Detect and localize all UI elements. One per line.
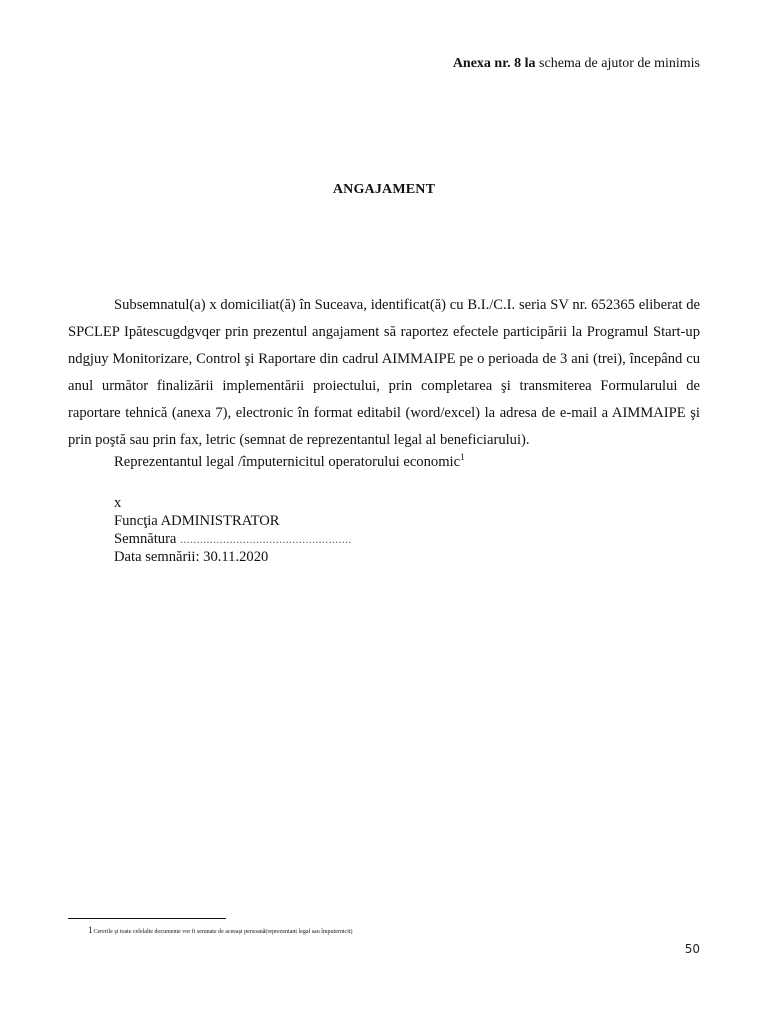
page-number: 50 (684, 942, 700, 956)
footnote-number: 1 (88, 925, 93, 935)
signature-dots: .................................................... (180, 532, 352, 546)
signatory-function: Funcţia ADMINISTRATOR (114, 513, 280, 529)
representative-label: Reprezentantul legal /împuternicitul operatorului economic (114, 454, 461, 470)
annex-description: schema de ajutor de minimis (539, 56, 700, 71)
annex-header (453, 56, 700, 72)
signing-date-value: 30.11.2020 (203, 549, 269, 565)
footnote-separator (68, 918, 226, 919)
signing-date-line (114, 548, 352, 566)
footnote-text: Cererile şi toate celelalte documente vor fi semnate de aceeaşi persoană(reprezentant legal sau împuternicit) (93, 929, 353, 935)
footnote-reference: 1 (460, 452, 465, 463)
commitment-paragraph: Subsemnatul(a) x domiciliat(ă) în Suceava, identificat(ă) cu B.I./C.I. seria SV nr. 652365 eliberat de SPCLEP Ipătescugdgvqer prin prezentul angajament să raportez efectele participării la Programul Start-up ndgjuy Monitorizare, Control şi Raportare din cadrul AIMMAIPE pe o perioada de 3 ani (trei), începând cu anul următor finalizării implementării proiectului, prin completarea şi transmiterea Formularului de raportare tehnică (anexa 7), electronic în format editabil (word/excel) la adresa de e-mail a AIMMAIPE şi prin poştă sau prin fax, letric (semnat de reprezentantul legal al beneficiarului). (68, 297, 700, 448)
footnote (88, 925, 353, 935)
representative-line (114, 454, 465, 471)
signatory-name: x (114, 495, 122, 511)
signature-block (114, 494, 352, 566)
signature-label: Semnătura (114, 531, 177, 547)
document-title: ANGAJAMENT (332, 182, 436, 197)
signing-date-label: Data semnării: (114, 549, 200, 565)
signature-line (114, 530, 352, 548)
annex-number: Anexa nr. 8 la (452, 56, 536, 71)
